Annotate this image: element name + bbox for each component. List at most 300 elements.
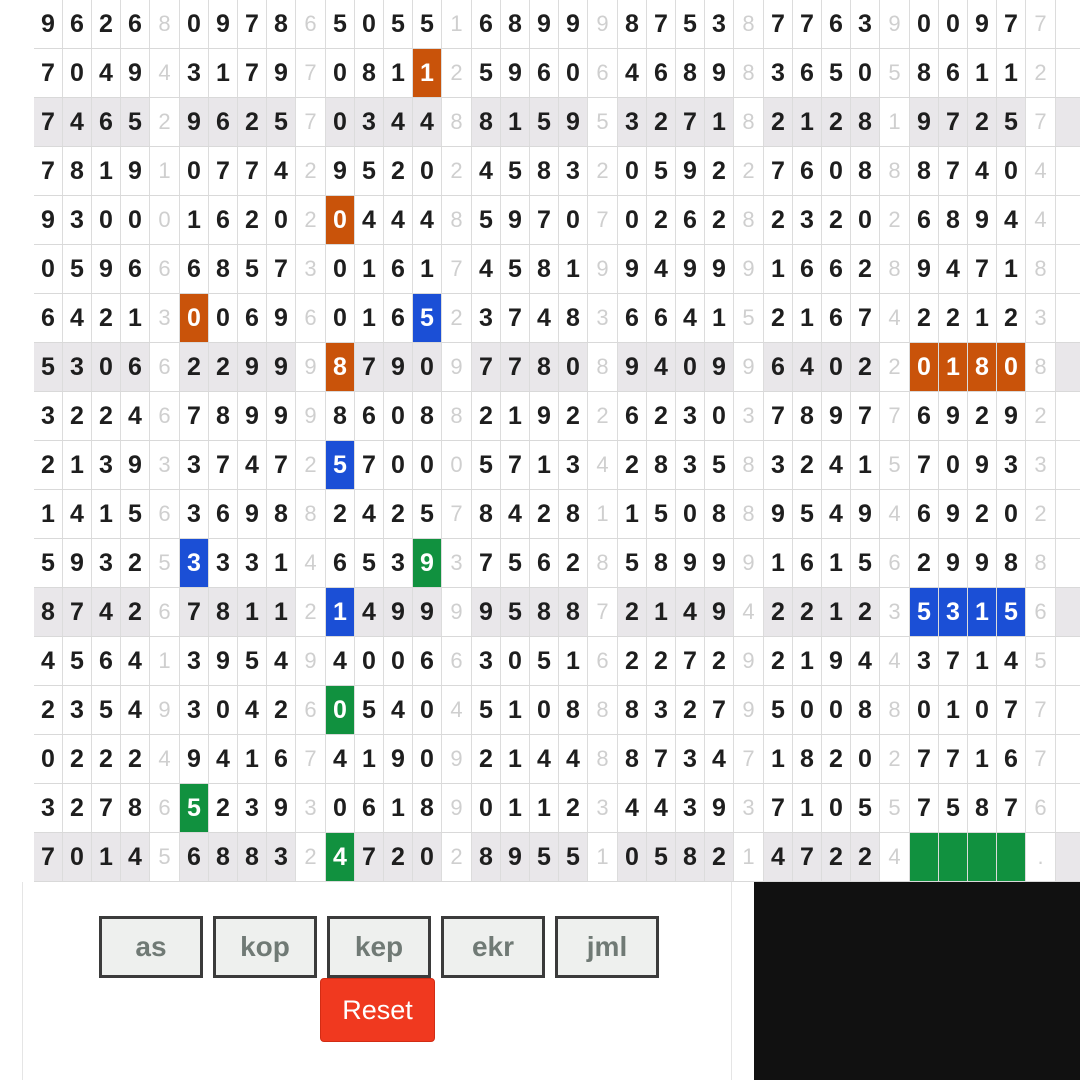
digit-cell[interactable]: 9 [267, 49, 296, 97]
digit-cell[interactable]: 6 [326, 539, 355, 587]
digit-cell[interactable]: 9 [968, 539, 997, 587]
digit-cell[interactable]: 2 [238, 98, 267, 146]
digit-cell[interactable]: 0 [413, 833, 442, 881]
digit-cell[interactable]: 5 [121, 490, 150, 538]
digit-cell[interactable]: 8 [530, 245, 559, 293]
digit-cell[interactable]: 2 [851, 245, 880, 293]
digit-cell[interactable]: 2 [384, 833, 413, 881]
digit-cell[interactable]: 5 [413, 0, 442, 48]
digit-cell[interactable]: 0 [676, 490, 705, 538]
digit-cell[interactable]: 9 [384, 735, 413, 783]
digit-cell[interactable]: 2 [851, 833, 880, 881]
digit-cell[interactable]: 1 [968, 735, 997, 783]
digit-cell[interactable]: 6 [822, 294, 851, 342]
digit-cell[interactable]: 8 [209, 245, 238, 293]
digit-cell[interactable]: 4 [413, 98, 442, 146]
digit-cell[interactable]: 7 [63, 588, 92, 636]
digit-cell[interactable]: 1 [413, 49, 442, 97]
digit-cell[interactable]: 8 [676, 833, 705, 881]
digit-cell[interactable]: 4 [647, 784, 676, 832]
digit-cell[interactable]: 0 [676, 343, 705, 391]
digit-cell[interactable]: 1 [851, 441, 880, 489]
digit-cell[interactable]: 1 [530, 784, 559, 832]
digit-cell[interactable]: 8 [968, 343, 997, 391]
digit-cell[interactable]: 1 [238, 588, 267, 636]
digit-cell[interactable]: 6 [121, 245, 150, 293]
kop-button[interactable]: kop [213, 916, 317, 978]
digit-cell[interactable]: 0 [793, 686, 822, 734]
digit-cell[interactable]: 7 [501, 343, 530, 391]
digit-cell[interactable]: 7 [34, 98, 63, 146]
digit-cell[interactable]: 0 [121, 196, 150, 244]
digit-cell[interactable]: 5 [997, 588, 1026, 636]
digit-cell[interactable]: 7 [238, 0, 267, 48]
digit-cell[interactable]: 0 [209, 294, 238, 342]
digit-cell[interactable]: 5 [180, 784, 209, 832]
digit-cell[interactable]: 5 [764, 686, 793, 734]
digit-cell[interactable]: 0 [34, 245, 63, 293]
digit-cell[interactable]: 7 [355, 343, 384, 391]
digit-cell[interactable]: 5 [676, 0, 705, 48]
digit-cell[interactable]: 2 [238, 196, 267, 244]
digit-cell[interactable]: 0 [851, 735, 880, 783]
digit-cell[interactable]: 4 [63, 490, 92, 538]
digit-cell[interactable]: 1 [764, 539, 793, 587]
digit-cell[interactable]: 2 [764, 196, 793, 244]
digit-cell[interactable]: 8 [530, 588, 559, 636]
digit-cell[interactable]: 9 [384, 588, 413, 636]
digit-cell[interactable]: 0 [413, 735, 442, 783]
digit-cell[interactable]: 5 [384, 0, 413, 48]
digit-cell[interactable]: 0 [326, 784, 355, 832]
digit-cell[interactable]: 9 [705, 245, 734, 293]
digit-cell[interactable]: 6 [910, 392, 939, 440]
digit-cell[interactable]: 2 [910, 539, 939, 587]
digit-cell[interactable]: 7 [355, 441, 384, 489]
digit-cell[interactable]: 9 [501, 833, 530, 881]
digit-cell[interactable]: 5 [851, 784, 880, 832]
digit-cell[interactable]: 0 [92, 343, 121, 391]
digit-cell[interactable]: 2 [705, 833, 734, 881]
digit-cell[interactable]: 5 [501, 147, 530, 195]
digit-cell[interactable]: 0 [501, 637, 530, 685]
digit-cell[interactable]: 6 [355, 784, 384, 832]
digit-cell[interactable]: 2 [384, 490, 413, 538]
digit-cell[interactable]: 5 [63, 245, 92, 293]
digit-cell[interactable]: 3 [676, 392, 705, 440]
digit-cell[interactable]: 0 [997, 147, 1026, 195]
digit-cell[interactable]: 0 [559, 196, 588, 244]
digit-cell[interactable]: 0 [939, 441, 968, 489]
digit-cell[interactable]: 4 [472, 147, 501, 195]
digit-cell[interactable]: 4 [384, 196, 413, 244]
digit-cell[interactable]: 9 [238, 490, 267, 538]
digit-cell[interactable]: 0 [618, 833, 647, 881]
digit-cell[interactable]: 7 [180, 588, 209, 636]
digit-cell[interactable]: 7 [939, 735, 968, 783]
digit-cell[interactable]: 0 [384, 392, 413, 440]
digit-cell[interactable]: 1 [209, 49, 238, 97]
digit-cell[interactable]: 4 [472, 245, 501, 293]
digit-cell[interactable]: 4 [267, 147, 296, 195]
digit-cell[interactable]: 5 [939, 784, 968, 832]
digit-cell[interactable]: 9 [968, 196, 997, 244]
digit-cell[interactable]: 1 [92, 490, 121, 538]
digit-cell[interactable]: 2 [851, 343, 880, 391]
digit-cell[interactable]: 2 [121, 588, 150, 636]
digit-cell[interactable]: 3 [618, 98, 647, 146]
digit-cell[interactable]: 2 [764, 637, 793, 685]
digit-cell[interactable]: 5 [559, 833, 588, 881]
digit-cell[interactable]: 8 [63, 147, 92, 195]
digit-cell[interactable]: 9 [910, 98, 939, 146]
digit-cell[interactable]: 1 [968, 637, 997, 685]
digit-cell[interactable]: 6 [209, 98, 238, 146]
digit-cell[interactable]: 8 [559, 490, 588, 538]
digit-cell[interactable]: 0 [180, 147, 209, 195]
digit-cell[interactable]: 3 [793, 196, 822, 244]
digit-cell[interactable]: 8 [413, 392, 442, 440]
digit-cell[interactable]: 3 [910, 637, 939, 685]
digit-cell[interactable]: 3 [355, 98, 384, 146]
digit-cell[interactable]: 0 [559, 343, 588, 391]
digit-cell[interactable]: 5 [530, 98, 559, 146]
digit-cell[interactable]: 0 [851, 196, 880, 244]
digit-cell[interactable]: 6 [647, 294, 676, 342]
digit-cell[interactable]: 4 [92, 588, 121, 636]
digit-cell[interactable]: 1 [92, 833, 121, 881]
digit-cell[interactable]: 9 [63, 539, 92, 587]
digit-cell[interactable]: 3 [267, 833, 296, 881]
digit-cell[interactable]: 0 [413, 147, 442, 195]
digit-cell[interactable]: 1 [559, 637, 588, 685]
digit-cell[interactable]: 1 [530, 441, 559, 489]
digit-cell[interactable]: 5 [618, 539, 647, 587]
digit-cell[interactable]: 9 [180, 98, 209, 146]
digit-cell[interactable]: 7 [968, 245, 997, 293]
digit-cell[interactable]: 2 [618, 441, 647, 489]
digit-cell[interactable]: 1 [618, 490, 647, 538]
digit-cell[interactable]: 3 [92, 539, 121, 587]
digit-cell[interactable]: 1 [501, 392, 530, 440]
digit-cell[interactable]: 4 [63, 98, 92, 146]
digit-cell[interactable]: 5 [501, 539, 530, 587]
digit-cell[interactable]: 9 [530, 0, 559, 48]
digit-cell[interactable]: 0 [355, 0, 384, 48]
digit-cell[interactable]: 4 [559, 735, 588, 783]
digit-cell[interactable]: 3 [180, 686, 209, 734]
digit-cell[interactable]: 8 [939, 196, 968, 244]
digit-cell[interactable]: 1 [63, 441, 92, 489]
digit-cell[interactable]: 5 [63, 637, 92, 685]
digit-cell[interactable]: 8 [326, 392, 355, 440]
digit-cell[interactable]: 4 [501, 490, 530, 538]
digit-cell[interactable]: 5 [472, 441, 501, 489]
digit-cell[interactable]: 7 [997, 686, 1026, 734]
digit-cell[interactable]: 9 [267, 294, 296, 342]
digit-cell[interactable]: 2 [559, 392, 588, 440]
digit-cell[interactable]: 3 [764, 441, 793, 489]
digit-cell[interactable]: 2 [326, 490, 355, 538]
digit-cell[interactable]: 9 [705, 343, 734, 391]
digit-cell[interactable]: 9 [180, 735, 209, 783]
digit-cell[interactable]: 2 [793, 588, 822, 636]
digit-cell[interactable]: 4 [647, 245, 676, 293]
digit-cell[interactable]: 7 [209, 147, 238, 195]
digit-cell[interactable]: 4 [238, 686, 267, 734]
digit-cell[interactable]: 1 [501, 98, 530, 146]
digit-cell[interactable]: 9 [618, 343, 647, 391]
digit-cell[interactable]: 1 [705, 98, 734, 146]
digit-cell[interactable]: 6 [939, 49, 968, 97]
digit-cell[interactable]: 2 [34, 686, 63, 734]
digit-cell[interactable]: 0 [997, 343, 1026, 391]
digit-cell[interactable]: 5 [647, 490, 676, 538]
digit-cell[interactable]: 7 [764, 784, 793, 832]
digit-cell[interactable]: 2 [34, 441, 63, 489]
digit-cell[interactable]: 9 [968, 0, 997, 48]
digit-cell[interactable]: 2 [63, 392, 92, 440]
digit-cell[interactable]: 3 [559, 441, 588, 489]
digit-cell[interactable]: 8 [618, 735, 647, 783]
digit-cell[interactable]: 7 [355, 833, 384, 881]
digit-cell[interactable]: 9 [939, 539, 968, 587]
digit-cell[interactable]: 6 [618, 392, 647, 440]
digit-cell[interactable]: 4 [647, 343, 676, 391]
digit-cell[interactable]: 9 [267, 343, 296, 391]
digit-cell[interactable]: 8 [968, 784, 997, 832]
digit-cell[interactable]: 9 [121, 49, 150, 97]
digit-cell[interactable]: 7 [34, 147, 63, 195]
digit-cell[interactable]: 2 [559, 539, 588, 587]
digit-cell[interactable]: 3 [676, 441, 705, 489]
digit-cell[interactable]: 0 [326, 294, 355, 342]
digit-cell[interactable]: 8 [559, 588, 588, 636]
digit-cell[interactable]: 2 [618, 637, 647, 685]
digit-cell[interactable]: 0 [822, 147, 851, 195]
digit-cell[interactable]: 4 [121, 392, 150, 440]
digit-cell[interactable]: 2 [968, 490, 997, 538]
digit-cell[interactable]: 8 [267, 490, 296, 538]
digit-cell[interactable]: 0 [92, 196, 121, 244]
digit-cell[interactable]: 1 [326, 588, 355, 636]
digit-cell[interactable]: 5 [267, 98, 296, 146]
digit-cell[interactable]: 5 [822, 49, 851, 97]
digit-cell[interactable]: 9 [559, 98, 588, 146]
digit-cell[interactable]: 3 [472, 294, 501, 342]
digit-cell[interactable]: 2 [822, 833, 851, 881]
digit-cell[interactable]: 9 [705, 49, 734, 97]
digit-cell[interactable]: 2 [530, 490, 559, 538]
digit-cell[interactable]: 4 [530, 735, 559, 783]
digit-cell[interactable]: 9 [822, 637, 851, 685]
digit-cell[interactable]: 4 [997, 637, 1026, 685]
digit-cell[interactable]: 7 [501, 294, 530, 342]
digit-cell[interactable]: 4 [997, 196, 1026, 244]
digit-cell[interactable]: 0 [413, 343, 442, 391]
digit-cell[interactable]: 7 [676, 98, 705, 146]
digit-cell[interactable]: 9 [472, 588, 501, 636]
digit-cell[interactable]: 7 [472, 343, 501, 391]
digit-cell[interactable]: 2 [472, 735, 501, 783]
digit-cell[interactable]: 9 [209, 0, 238, 48]
digit-cell[interactable]: 8 [472, 98, 501, 146]
digit-cell[interactable]: 5 [413, 294, 442, 342]
digit-cell[interactable]: 3 [851, 0, 880, 48]
digit-cell[interactable]: 1 [705, 294, 734, 342]
digit-cell[interactable]: 5 [355, 539, 384, 587]
digit-cell[interactable]: 0 [267, 196, 296, 244]
digit-cell[interactable]: 0 [326, 98, 355, 146]
digit-cell[interactable]: 1 [939, 343, 968, 391]
digit-cell[interactable]: 8 [238, 833, 267, 881]
digit-cell[interactable]: 7 [472, 539, 501, 587]
digit-cell[interactable]: 9 [501, 196, 530, 244]
digit-cell[interactable]: 3 [92, 441, 121, 489]
digit-cell[interactable]: 6 [530, 49, 559, 97]
digit-cell[interactable]: 4 [34, 637, 63, 685]
digit-cell[interactable]: 4 [326, 637, 355, 685]
digit-cell[interactable]: 2 [822, 98, 851, 146]
digit-cell[interactable]: 9 [705, 784, 734, 832]
digit-cell[interactable]: 8 [355, 49, 384, 97]
digit-cell[interactable]: 7 [267, 441, 296, 489]
digit-cell[interactable]: 2 [92, 735, 121, 783]
digit-cell[interactable]: 2 [822, 196, 851, 244]
digit-cell[interactable]: 2 [618, 588, 647, 636]
digit-cell[interactable]: 2 [267, 686, 296, 734]
digit-cell[interactable]: 0 [530, 686, 559, 734]
digit-cell[interactable]: 6 [472, 0, 501, 48]
digit-cell[interactable]: 7 [705, 686, 734, 734]
digit-cell[interactable]: 7 [939, 637, 968, 685]
digit-cell[interactable]: 7 [34, 49, 63, 97]
digit-cell[interactable]: 6 [676, 196, 705, 244]
digit-cell[interactable]: 1 [355, 735, 384, 783]
digit-cell[interactable]: 9 [997, 392, 1026, 440]
digit-cell[interactable]: 6 [793, 49, 822, 97]
digit-cell[interactable]: 4 [705, 735, 734, 783]
digit-cell[interactable]: 7 [764, 392, 793, 440]
digit-cell[interactable]: 5 [238, 245, 267, 293]
digit-cell[interactable]: 6 [180, 833, 209, 881]
digit-cell[interactable]: 0 [618, 196, 647, 244]
digit-cell[interactable]: 7 [793, 833, 822, 881]
digit-cell[interactable]: 1 [501, 735, 530, 783]
digit-cell[interactable]: 1 [968, 49, 997, 97]
digit-cell[interactable]: 0 [355, 637, 384, 685]
digit-cell[interactable]: 8 [501, 0, 530, 48]
digit-cell[interactable]: 9 [267, 392, 296, 440]
digit-cell[interactable]: 9 [238, 392, 267, 440]
digit-cell[interactable]: 0 [910, 686, 939, 734]
digit-cell[interactable]: 3 [34, 392, 63, 440]
digit-cell[interactable]: 0 [209, 686, 238, 734]
digit-cell[interactable]: 7 [34, 833, 63, 881]
digit-cell[interactable]: 4 [238, 441, 267, 489]
digit-cell[interactable]: 8 [851, 686, 880, 734]
digit-cell[interactable]: 7 [910, 735, 939, 783]
digit-cell[interactable]: 5 [472, 196, 501, 244]
digit-cell[interactable]: 6 [764, 343, 793, 391]
digit-cell[interactable]: 8 [851, 147, 880, 195]
digit-cell[interactable]: 8 [472, 490, 501, 538]
digit-cell[interactable]: 4 [851, 637, 880, 685]
digit-cell[interactable]: 4 [793, 343, 822, 391]
digit-cell[interactable]: 2 [676, 686, 705, 734]
digit-cell[interactable]: 0 [472, 784, 501, 832]
digit-cell[interactable]: 9 [34, 0, 63, 48]
digit-cell[interactable]: 6 [238, 294, 267, 342]
digit-cell[interactable]: 1 [34, 490, 63, 538]
digit-cell[interactable]: 6 [647, 49, 676, 97]
digit-cell[interactable]: 1 [238, 735, 267, 783]
digit-cell[interactable]: 8 [618, 0, 647, 48]
digit-cell[interactable]: 0 [997, 490, 1026, 538]
digit-cell[interactable]: 1 [413, 245, 442, 293]
digit-cell[interactable]: 0 [326, 49, 355, 97]
digit-cell[interactable]: 8 [559, 294, 588, 342]
digit-cell[interactable]: 9 [121, 147, 150, 195]
digit-cell[interactable]: 9 [413, 588, 442, 636]
digit-cell[interactable]: 3 [180, 441, 209, 489]
digit-cell[interactable]: 6 [384, 245, 413, 293]
digit-cell[interactable]: 3 [676, 784, 705, 832]
digit-cell[interactable]: 2 [647, 196, 676, 244]
digit-cell[interactable]: 8 [267, 0, 296, 48]
digit-cell[interactable]: 1 [822, 588, 851, 636]
digit-cell[interactable]: 3 [63, 686, 92, 734]
digit-cell[interactable]: 9 [326, 147, 355, 195]
digit-cell[interactable]: 4 [939, 245, 968, 293]
digit-cell[interactable]: 9 [92, 245, 121, 293]
digit-cell[interactable]: 8 [793, 392, 822, 440]
digit-cell[interactable] [939, 833, 968, 881]
digit-cell[interactable]: 9 [764, 490, 793, 538]
digit-cell[interactable]: 0 [822, 343, 851, 391]
digit-cell[interactable]: 8 [647, 539, 676, 587]
digit-cell[interactable]: 2 [851, 588, 880, 636]
digit-cell[interactable]: 4 [822, 490, 851, 538]
digit-cell[interactable]: 5 [530, 637, 559, 685]
digit-cell[interactable]: 8 [209, 833, 238, 881]
digit-cell[interactable]: 7 [910, 784, 939, 832]
digit-cell[interactable]: 1 [355, 294, 384, 342]
digit-cell[interactable]: 0 [968, 686, 997, 734]
digit-cell[interactable]: 9 [676, 147, 705, 195]
digit-cell[interactable]: 7 [851, 294, 880, 342]
digit-cell[interactable]: 7 [939, 98, 968, 146]
digit-cell[interactable]: 9 [209, 637, 238, 685]
digit-cell[interactable]: 0 [384, 637, 413, 685]
digit-cell[interactable]: 6 [822, 0, 851, 48]
digit-cell[interactable]: 0 [822, 784, 851, 832]
digit-cell[interactable]: 9 [413, 539, 442, 587]
digit-cell[interactable]: 1 [939, 686, 968, 734]
digit-cell[interactable]: 0 [63, 49, 92, 97]
digit-cell[interactable]: 1 [793, 784, 822, 832]
digit-cell[interactable]: 7 [209, 441, 238, 489]
digit-cell[interactable]: 8 [326, 343, 355, 391]
digit-cell[interactable]: 7 [764, 0, 793, 48]
digit-cell[interactable]: 3 [180, 539, 209, 587]
digit-cell[interactable]: 5 [34, 343, 63, 391]
digit-cell[interactable]: 3 [676, 735, 705, 783]
digit-cell[interactable]: 0 [910, 0, 939, 48]
digit-cell[interactable]: 6 [530, 539, 559, 587]
digit-cell[interactable]: 3 [238, 784, 267, 832]
digit-cell[interactable]: 5 [238, 637, 267, 685]
